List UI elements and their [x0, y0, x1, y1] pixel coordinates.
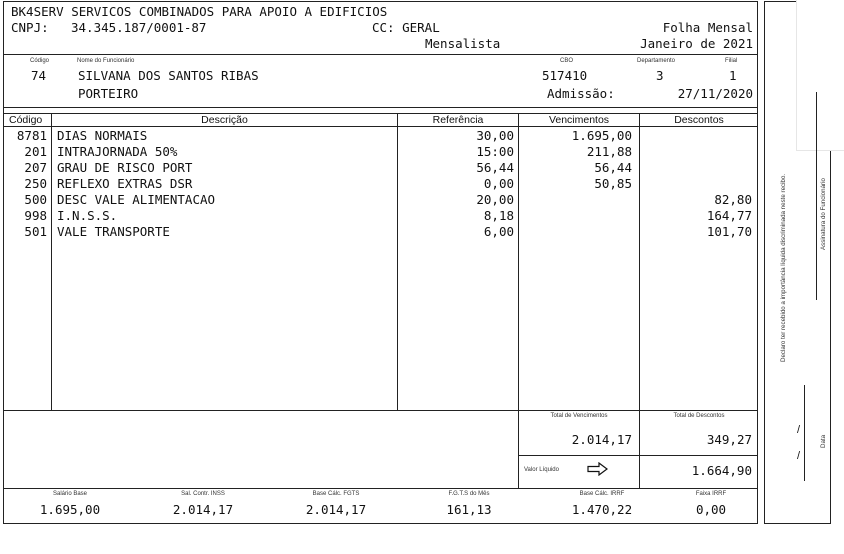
row-description: GRAU DE RISCO PORT [57, 160, 193, 175]
totals-top-line [4, 410, 758, 411]
row-code: 8781 [16, 128, 47, 143]
row-deductions [640, 144, 752, 160]
total-earnings-label: Total de Vencimentos [550, 413, 608, 419]
fgts-month-value: 161,13 [446, 502, 492, 517]
row-reference: 30,00 [476, 128, 514, 143]
row-description: INTRAJORNADA 50% [57, 144, 178, 159]
row-deductions [640, 128, 752, 144]
cost-center: CC: GERAL [372, 20, 440, 35]
payroll-type: Folha Mensal [662, 20, 753, 35]
row-earnings [519, 224, 632, 240]
cnpj-label: CNPJ: [11, 20, 49, 35]
totals-mid-line [518, 455, 758, 456]
signature-label: Assinatura do Funcionário [820, 178, 827, 250]
col-header-description: Descrição [201, 114, 248, 126]
row-deductions: 164,77 [706, 208, 752, 223]
row-reference: 8,18 [483, 208, 514, 223]
header-divider [4, 54, 758, 55]
col-header-code: Código [9, 114, 43, 126]
irrf-bracket-value: 0,00 [695, 502, 727, 517]
right-arrow-icon [587, 462, 609, 476]
total-earnings-value: 2.014,17 [571, 432, 632, 447]
row-reference: 15:00 [476, 144, 514, 159]
row-deductions [640, 160, 752, 176]
fgts-base-value: 2.014,17 [305, 502, 367, 517]
row-earnings: 1.695,00 [571, 128, 632, 143]
job-title: PORTEIRO [78, 86, 139, 101]
row-deductions [640, 176, 752, 192]
col-divider-1 [51, 113, 52, 410]
row-code: 501 [24, 224, 47, 239]
employee-code-label: Código [30, 58, 50, 64]
row-description: I.N.S.S. [57, 208, 118, 223]
col-header-earnings: Vencimentos [548, 114, 610, 126]
employee-name: SILVANA DOS SANTOS RIBAS [78, 68, 259, 83]
irrf-bracket-label: Faixa IRRF [695, 491, 727, 497]
inss-base-value: 2.014,17 [172, 502, 234, 517]
row-earnings [519, 192, 632, 208]
base-salary-label: Salário Base [52, 491, 88, 497]
table-codes [4, 128, 47, 240]
row-reference: 6,00 [483, 224, 514, 239]
row-description: DIAS NORMAIS [57, 128, 148, 143]
row-reference: 0,00 [483, 176, 514, 191]
cbo-value: 517410 [542, 68, 588, 83]
cnpj-value: 34.345.187/0001-87 [71, 20, 207, 35]
inss-base-label: Sal. Contr. INSS [181, 491, 225, 497]
row-deductions: 101,70 [706, 224, 752, 239]
date-slash-2: / [797, 450, 801, 462]
receipt-declaration: Declaro ter recebido a importância líquida discriminada neste recibo. [780, 173, 787, 362]
row-description: DESC VALE ALIMENTACAO [57, 192, 216, 207]
total-deductions-label: Total de Descontos [673, 413, 725, 419]
admission-date: 27/11/2020 [677, 86, 753, 101]
signature-line [816, 92, 817, 300]
row-code: 998 [24, 208, 47, 223]
col-header-reference: Referência [432, 114, 484, 126]
employee-name-label: Nome do Funcionário [77, 58, 135, 64]
employment-type: Mensalista [425, 36, 501, 51]
row-description: VALE TRANSPORTE [57, 224, 170, 239]
department-value: 3 [656, 68, 664, 83]
col-header-deductions: Descontos [674, 114, 724, 126]
row-earnings: 50,85 [594, 176, 632, 191]
employee-divider [4, 107, 758, 108]
row-earnings: 211,88 [586, 144, 632, 159]
table-earnings [519, 128, 632, 240]
base-salary-value: 1.695,00 [39, 502, 101, 517]
row-code: 207 [24, 160, 47, 175]
table-header-bottom [4, 126, 758, 127]
overlay-panel [796, 0, 844, 151]
row-description: REFLEXO EXTRAS DSR [57, 176, 193, 191]
row-earnings: 56,44 [594, 160, 632, 175]
date-slash-1: / [797, 424, 801, 436]
table-deductions [640, 128, 752, 240]
row-reference: 56,44 [476, 160, 514, 175]
row-code: 500 [24, 192, 47, 207]
row-earnings [519, 208, 632, 224]
net-value: 1.664,90 [691, 463, 752, 478]
row-reference: 20,00 [476, 192, 514, 207]
date-line [804, 385, 805, 481]
fgts-base-label: Base Cálc. FGTS [312, 491, 360, 497]
admission-label: Admissão: [547, 86, 615, 101]
row-code: 250 [24, 176, 47, 191]
date-label: Data [820, 434, 827, 448]
department-label: Departamento [637, 58, 676, 64]
table-references [398, 128, 514, 240]
pay-period: Janeiro de 2021 [640, 36, 753, 51]
fgts-month-label: F.G.T.S do Mês [448, 491, 490, 497]
irrf-base-label: Base Cálc. IRRF [579, 491, 625, 497]
branch-label: Filial [725, 58, 738, 64]
table-descriptions [57, 128, 395, 240]
employee-code: 74 [31, 68, 47, 83]
net-value-label: Valor Líquido [524, 467, 559, 473]
irrf-base-value: 1.470,22 [571, 502, 633, 517]
company-name: BK4SERV SERVICOS COMBINADOS PARA APOIO A EDIFICIOS [11, 4, 388, 19]
row-deductions: 82,80 [714, 192, 752, 207]
cbo-label: CBO [560, 58, 574, 64]
row-code: 201 [24, 144, 47, 159]
total-deductions-value: 349,27 [706, 432, 752, 447]
footer-top-line [4, 488, 758, 489]
branch-value: 1 [729, 68, 737, 83]
